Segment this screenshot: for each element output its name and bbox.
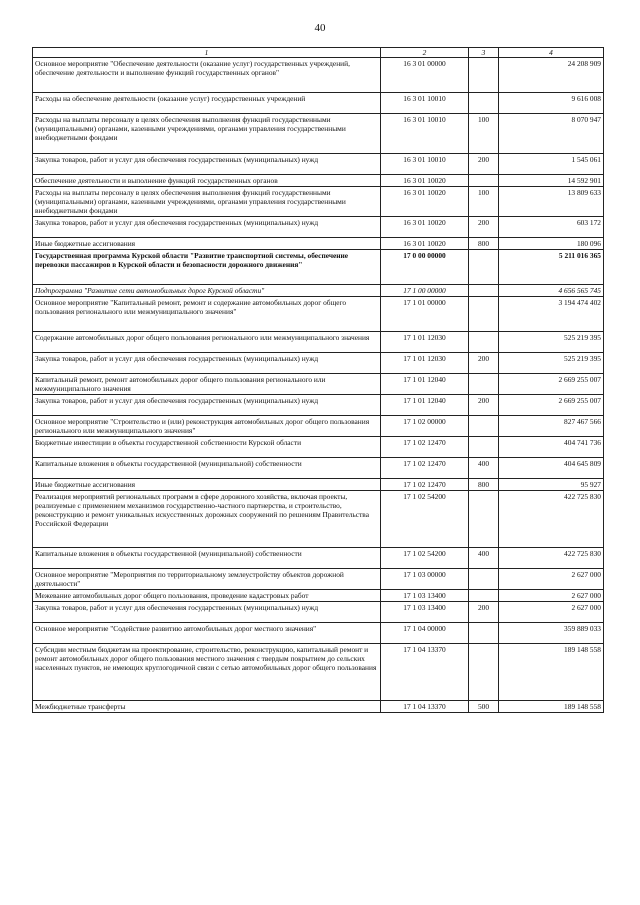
table-row <box>33 479 604 491</box>
row-amount: 24 208 909 <box>499 58 604 93</box>
header-type: 3 <box>469 48 499 58</box>
row-code: 17 1 04 13370 <box>381 644 469 701</box>
row-name: Основное мероприятие "Мероприятия по территориальному землеустройству объектов дорожной деятельности" <box>33 569 381 590</box>
row-amount: 14 592 901 <box>499 175 604 187</box>
row-name: Закупка товаров, работ и услуг для обеспечения государственных (муниципальных) нужд <box>33 602 381 623</box>
row-code: 17 1 03 13400 <box>381 602 469 623</box>
row-name: Подпрограмма "Развитие сети автомобильных дорог Курской области" <box>33 285 381 297</box>
row-code: 16 3 01 10020 <box>381 175 469 187</box>
row-type <box>469 374 499 395</box>
row-code: 17 1 01 12030 <box>381 353 469 374</box>
row-code: 16 3 01 10010 <box>381 154 469 175</box>
row-code: 17 0 00 00000 <box>381 250 469 285</box>
row-type: 200 <box>469 154 499 175</box>
row-type: 200 <box>469 217 499 238</box>
table-row <box>33 395 604 416</box>
table-row <box>33 187 604 217</box>
header-code: 2 <box>381 48 469 58</box>
row-type <box>469 590 499 602</box>
row-type: 800 <box>469 479 499 491</box>
row-type <box>469 569 499 590</box>
row-amount: 189 148 558 <box>499 701 604 713</box>
row-code: 17 1 02 12470 <box>381 479 469 491</box>
row-amount: 5 211 016 365 <box>499 250 604 285</box>
row-name: Капитальный ремонт, ремонт автомобильных дорог общего пользования регионального или межмуниципального значения <box>33 374 381 395</box>
table-row <box>33 569 604 590</box>
table-row <box>33 217 604 238</box>
row-name: Закупка товаров, работ и услуг для обеспечения государственных (муниципальных) нужд <box>33 217 381 238</box>
table-row <box>33 458 604 479</box>
row-code: 17 1 02 54200 <box>381 548 469 569</box>
row-name: Бюджетные инвестиции в объекты государственной собственности Курской области <box>33 437 381 458</box>
table-row <box>33 416 604 437</box>
row-name: Расходы на выплаты персоналу в целях обеспечения выполнения функций государственными (муниципальными) органами, казенными учреждениями, органами управления государственными внебюджетными фондами <box>33 114 381 154</box>
row-type: 800 <box>469 238 499 250</box>
table-row <box>33 332 604 353</box>
row-code: 16 3 01 10020 <box>381 238 469 250</box>
row-type <box>469 250 499 285</box>
row-code: 17 1 03 13400 <box>381 590 469 602</box>
row-type: 200 <box>469 602 499 623</box>
row-name: Иные бюджетные ассигнования <box>33 238 381 250</box>
row-name: Межевание автомобильных дорог общего пользования, проведение кадастровых работ <box>33 590 381 602</box>
table-row <box>33 437 604 458</box>
row-amount: 4 656 565 745 <box>499 285 604 297</box>
table-row <box>33 602 604 623</box>
row-amount: 2 627 000 <box>499 590 604 602</box>
row-name: Содержание автомобильных дорог общего пользования регионального или межмуниципального значения <box>33 332 381 353</box>
table-row <box>33 238 604 250</box>
header-amount: 4 <box>499 48 604 58</box>
row-amount: 827 467 566 <box>499 416 604 437</box>
row-name: Основное мероприятие "Обеспечение деятельности (оказание услуг) государственных учреждений, обеспечение деятельности и выполнение функций государственных органов" <box>33 58 381 93</box>
row-type <box>469 175 499 187</box>
row-type: 400 <box>469 548 499 569</box>
row-code: 16 3 01 00000 <box>381 58 469 93</box>
row-code: 17 1 04 00000 <box>381 623 469 644</box>
row-amount: 3 194 474 402 <box>499 297 604 332</box>
row-name: Обеспечение деятельности и выполнение функций государственных органов <box>33 175 381 187</box>
row-type <box>469 285 499 297</box>
row-amount: 8 070 947 <box>499 114 604 154</box>
row-code: 16 3 01 10020 <box>381 217 469 238</box>
row-amount: 13 809 633 <box>499 187 604 217</box>
row-amount: 404 645 809 <box>499 458 604 479</box>
row-type: 200 <box>469 353 499 374</box>
row-amount: 404 741 736 <box>499 437 604 458</box>
row-amount: 95 927 <box>499 479 604 491</box>
row-name: Закупка товаров, работ и услуг для обеспечения государственных (муниципальных) нужд <box>33 154 381 175</box>
row-amount: 525 219 395 <box>499 332 604 353</box>
row-name: Иные бюджетные ассигнования <box>33 479 381 491</box>
row-type: 100 <box>469 114 499 154</box>
row-name: Закупка товаров, работ и услуг для обеспечения государственных (муниципальных) нужд <box>33 353 381 374</box>
row-name: Реализация мероприятий региональных программ в сфере дорожного хозяйства, включая проекты, реализуемые с применением механизмов государственно-частного партнерства, и строительство, реконструкцию и ремонт уникальных искусственных дорожных сооружений по решениям Правительства Российской Федерации <box>33 491 381 548</box>
table-row <box>33 285 604 297</box>
table-row <box>33 491 604 548</box>
row-code: 17 1 01 12030 <box>381 332 469 353</box>
row-amount: 2 669 255 007 <box>499 395 604 416</box>
row-name: Межбюджетные трансферты <box>33 701 381 713</box>
row-name: Капитальные вложения в объекты государственной (муниципальной) собственности <box>33 458 381 479</box>
table-row <box>33 114 604 154</box>
row-name: Субсидии местным бюджетам на проектирование, строительство, реконструкцию, капитальный ремонт и ремонт автомобильных дорог общего пользования местного значения с твердым покрытием до сельских населенных пунктов, не имеющих круглогодичной связи с сетью автомобильных дорог общего пользования <box>33 644 381 701</box>
row-code: 16 3 01 10020 <box>381 187 469 217</box>
row-type <box>469 93 499 114</box>
row-type <box>469 491 499 548</box>
row-code: 17 1 03 00000 <box>381 569 469 590</box>
header-name: 1 <box>33 48 381 58</box>
table-row <box>33 250 604 285</box>
row-name: Капитальные вложения в объекты государственной (муниципальной) собственности <box>33 548 381 569</box>
row-amount: 189 148 558 <box>499 644 604 701</box>
table-row <box>33 175 604 187</box>
row-name: Государственная программа Курской области "Развитие транспортной системы, обеспечение перевозки пассажиров в Курской области и безопасности дорожного движения" <box>33 250 381 285</box>
row-type: 200 <box>469 395 499 416</box>
row-name: Основное мероприятие "Содействие развитию автомобильных дорог местного значения" <box>33 623 381 644</box>
row-name: Расходы на выплаты персоналу в целях обеспечения выполнения функций государственными (муниципальными) органами, казенными учреждениями, органами управления государственными внебюджетными фондами <box>33 187 381 217</box>
row-code: 17 1 02 12470 <box>381 437 469 458</box>
row-amount: 2 627 000 <box>499 569 604 590</box>
page-number: 40 <box>314 22 326 34</box>
budget-table <box>32 47 604 713</box>
row-type <box>469 332 499 353</box>
header-row <box>33 48 604 58</box>
row-type: 500 <box>469 701 499 713</box>
row-code: 17 1 02 54200 <box>381 491 469 548</box>
row-type <box>469 58 499 93</box>
row-type <box>469 644 499 701</box>
row-code: 17 1 02 12470 <box>381 458 469 479</box>
row-code: 17 1 01 12040 <box>381 374 469 395</box>
row-code: 16 3 01 10010 <box>381 114 469 154</box>
row-name: Основное мероприятие "Строительство и (или) реконструкция автомобильных дорог общего пользования регионального или межмуниципального значения" <box>33 416 381 437</box>
row-name: Расходы на обеспечение деятельности (оказание услуг) государственных учреждений <box>33 93 381 114</box>
table-row <box>33 701 604 713</box>
row-amount: 180 096 <box>499 238 604 250</box>
row-code: 17 1 02 00000 <box>381 416 469 437</box>
table-body <box>33 58 604 713</box>
row-type <box>469 437 499 458</box>
table-row <box>33 154 604 175</box>
row-amount: 2 627 000 <box>499 602 604 623</box>
row-amount: 422 725 830 <box>499 548 604 569</box>
row-type <box>469 623 499 644</box>
table-row <box>33 58 604 93</box>
table-row <box>33 353 604 374</box>
row-name: Закупка товаров, работ и услуг для обеспечения государственных (муниципальных) нужд <box>33 395 381 416</box>
row-type: 400 <box>469 458 499 479</box>
row-type: 100 <box>469 187 499 217</box>
table-row <box>33 93 604 114</box>
row-type <box>469 416 499 437</box>
table-row <box>33 623 604 644</box>
row-code: 17 1 00 00000 <box>381 285 469 297</box>
row-code: 17 1 01 00000 <box>381 297 469 332</box>
row-amount: 2 669 255 007 <box>499 374 604 395</box>
table-row <box>33 590 604 602</box>
row-code: 17 1 01 12040 <box>381 395 469 416</box>
table-row <box>33 374 604 395</box>
row-amount: 359 889 033 <box>499 623 604 644</box>
row-amount: 9 616 008 <box>499 93 604 114</box>
row-type <box>469 297 499 332</box>
row-amount: 1 545 061 <box>499 154 604 175</box>
table-row <box>33 297 604 332</box>
table-row <box>33 548 604 569</box>
row-amount: 603 172 <box>499 217 604 238</box>
row-name: Основное мероприятие "Капитальный ремонт, ремонт и содержание автомобильных дорог общего пользования регионального или межмуниципального значения" <box>33 297 381 332</box>
row-amount: 422 725 830 <box>499 491 604 548</box>
row-code: 17 1 04 13370 <box>381 701 469 713</box>
row-code: 16 3 01 10010 <box>381 93 469 114</box>
row-amount: 525 219 395 <box>499 353 604 374</box>
table-row <box>33 644 604 701</box>
